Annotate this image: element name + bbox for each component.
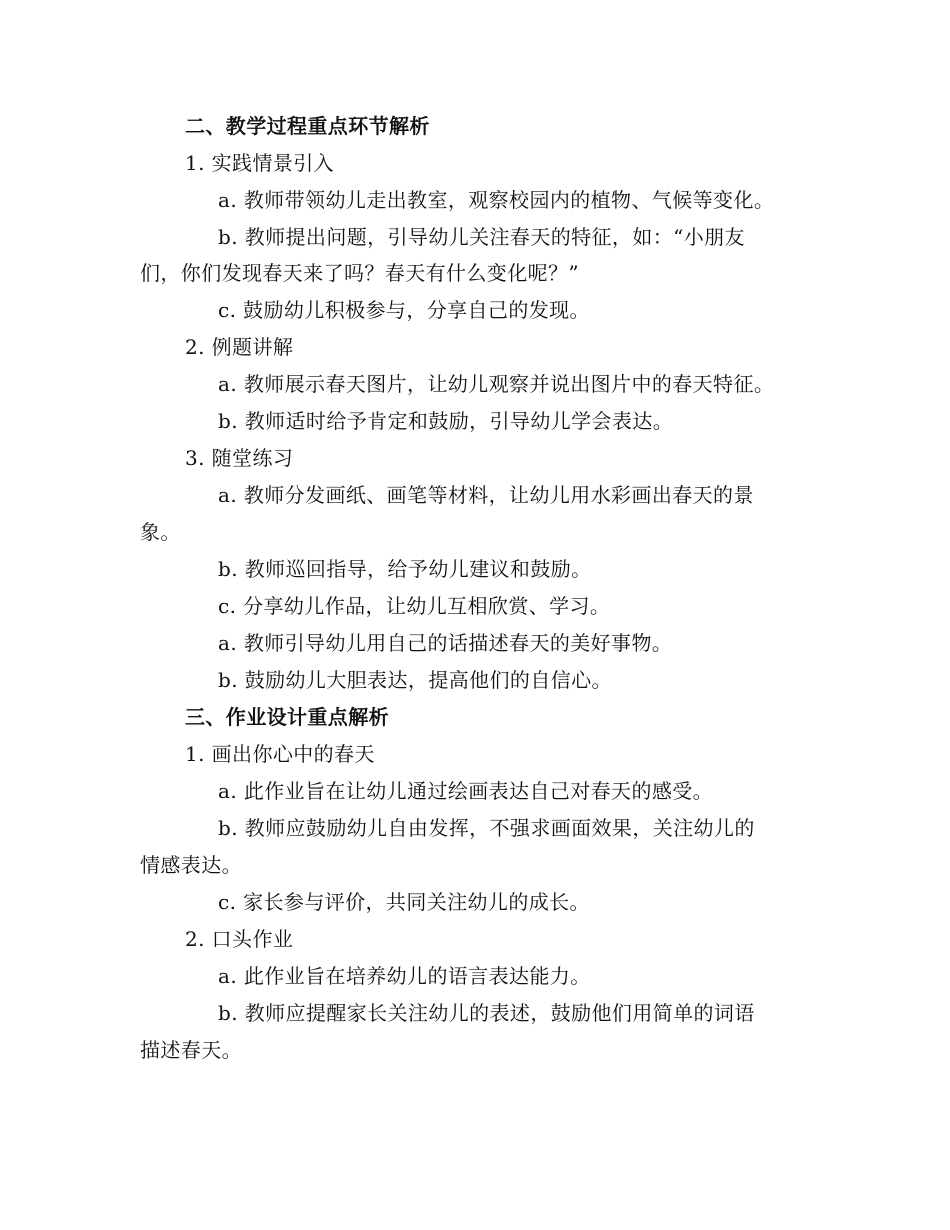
item-heading-practice-scenario: 1. 实践情景引入 — [185, 151, 335, 175]
item-heading-draw-spring: 1. 画出你心中的春天 — [185, 742, 375, 766]
sub-item-text: b. 鼓励幼儿大胆表达，提高他们的自信心。 — [218, 668, 612, 692]
continuation-text: 情感表达。 — [140, 853, 242, 877]
continuation-text: 们，你们发现春天来了吗？春天有什么变化呢？” — [140, 261, 580, 285]
sub-item-text: a. 教师分发画纸、画笔等材料，让幼儿用水彩画出春天的景 — [218, 483, 754, 507]
item-heading-example-explanation: 2. 例题讲解 — [185, 335, 294, 359]
sub-item-text: c. 鼓励幼儿积极参与，分享自己的发现。 — [218, 298, 590, 322]
sub-item-text: c. 家长参与评价，共同关注幼儿的成长。 — [218, 890, 590, 914]
continuation-text: 象。 — [140, 520, 181, 544]
sub-item-text: a. 此作业旨在让幼儿通过绘画表达自己对春天的感受。 — [218, 779, 714, 803]
section-heading-homework-design: 三、作业设计重点解析 — [185, 705, 389, 729]
continuation-text: 描述春天。 — [140, 1038, 242, 1062]
sub-item-text: b. 教师提出问题，引导幼儿关注春天的特征，如：“小朋友 — [218, 225, 745, 249]
sub-item-text: a. 教师展示春天图片，让幼儿观察并说出图片中的春天特征。 — [218, 372, 775, 396]
sub-item-text: a. 教师引导幼儿用自己的话描述春天的美好事物。 — [218, 631, 673, 655]
sub-item-text: a. 教师带领幼儿走出教室，观察校园内的植物、气候等变化。 — [218, 188, 775, 212]
sub-item-text: a. 此作业旨在培养幼儿的语言表达能力。 — [218, 964, 591, 988]
sub-item-text: b. 教师适时给予肯定和鼓励，引导幼儿学会表达。 — [218, 409, 674, 433]
sub-item-text: b. 教师应鼓励幼儿自由发挥，不强求画面效果，关注幼儿的 — [218, 816, 755, 840]
item-heading-classroom-practice: 3. 随堂练习 — [185, 446, 294, 470]
sub-item-text: b. 教师巡回指导，给予幼儿建议和鼓励。 — [218, 557, 592, 581]
section-heading-teaching-process: 二、教学过程重点环节解析 — [185, 114, 430, 138]
sub-item-text: b. 教师应提醒家长关注幼儿的表述，鼓励他们用简单的词语 — [218, 1001, 755, 1025]
sub-item-text: c. 分享幼儿作品，让幼儿互相欣赏、学习。 — [218, 594, 611, 618]
item-heading-oral-homework: 2. 口头作业 — [185, 927, 294, 951]
